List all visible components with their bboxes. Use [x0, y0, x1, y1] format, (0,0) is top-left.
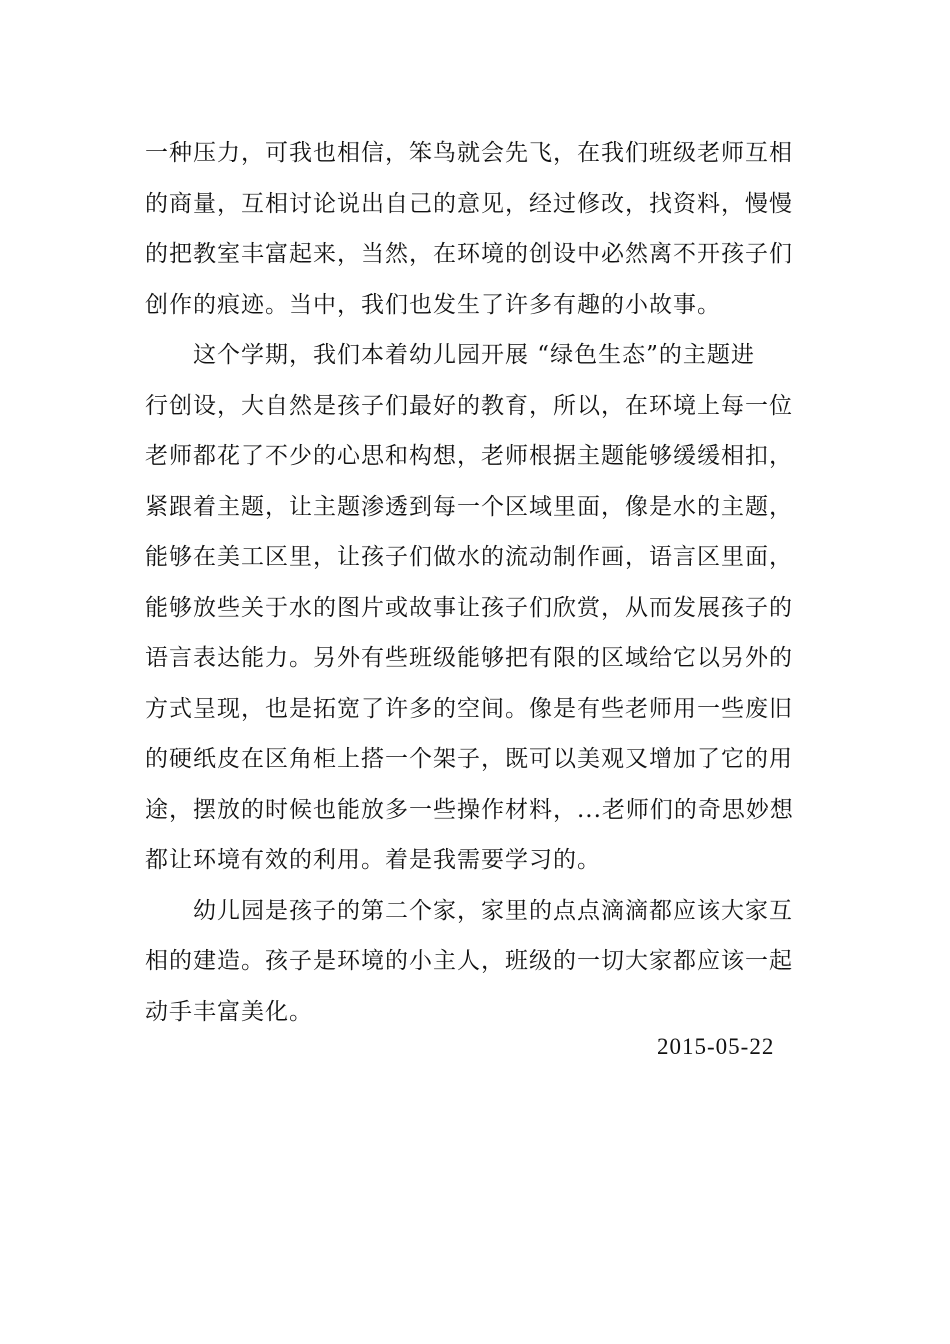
text-line: 方式呈现，也是拓宽了许多的空间。像是有些老师用一些废旧: [145, 695, 793, 722]
text-line: 这个学期，我们本着幼儿园开展 “绿色生态”的主题进: [145, 342, 755, 368]
text-line: 行创设，大自然是孩子们最好的教育，所以，在环境上每一位: [145, 392, 793, 419]
text-line: 能够在美工区里，让孩子们做水的流动制作画，语言区里面，: [145, 544, 793, 570]
text-line: 的商量，互相讨论说出自己的意见，经过修改，找资料，慢慢: [145, 190, 793, 217]
text-line: 语言表达能力。另外有些班级能够把有限的区域给它以另外的: [145, 645, 793, 671]
text-line: 动手丰富美化。: [145, 998, 313, 1025]
text-line: 幼儿园是孩子的第二个家，家里的点点滴滴都应该大家互: [145, 897, 793, 924]
text-line: 途，摆放的时候也能放多一些操作材料，...老师们的奇思妙想: [145, 796, 794, 823]
text-line: 的把教室丰富起来，当然，在环境的创设中必然离不开孩子们: [145, 241, 793, 267]
text-line: 一种压力，可我也相信，笨鸟就会先飞，在我们班级老师互相: [145, 140, 793, 166]
text-line: 的硬纸皮在区角柜上搭一个架子，既可以美观又增加了它的用: [145, 746, 793, 772]
text-line: 都让环境有效的利用。着是我需要学习的。: [145, 847, 601, 873]
body-text: [145, 128, 810, 1037]
text-line: 紧跟着主题，让主题渗透到每一个区域里面，像是水的主题，: [145, 493, 793, 520]
document-date: 2015-05-22: [657, 1034, 775, 1059]
text-line: 能够放些关于水的图片或故事让孩子们欣赏，从而发展孩子的: [145, 594, 793, 621]
text-line: 老师都花了不少的心思和构想，老师根据主题能够缓缓相扣，: [145, 443, 793, 469]
text-line: 创作的痕迹。当中，我们也发生了许多有趣的小故事。: [145, 291, 721, 318]
text-line: 相的建造。孩子是环境的小主人，班级的一切大家都应该一起: [145, 948, 793, 974]
